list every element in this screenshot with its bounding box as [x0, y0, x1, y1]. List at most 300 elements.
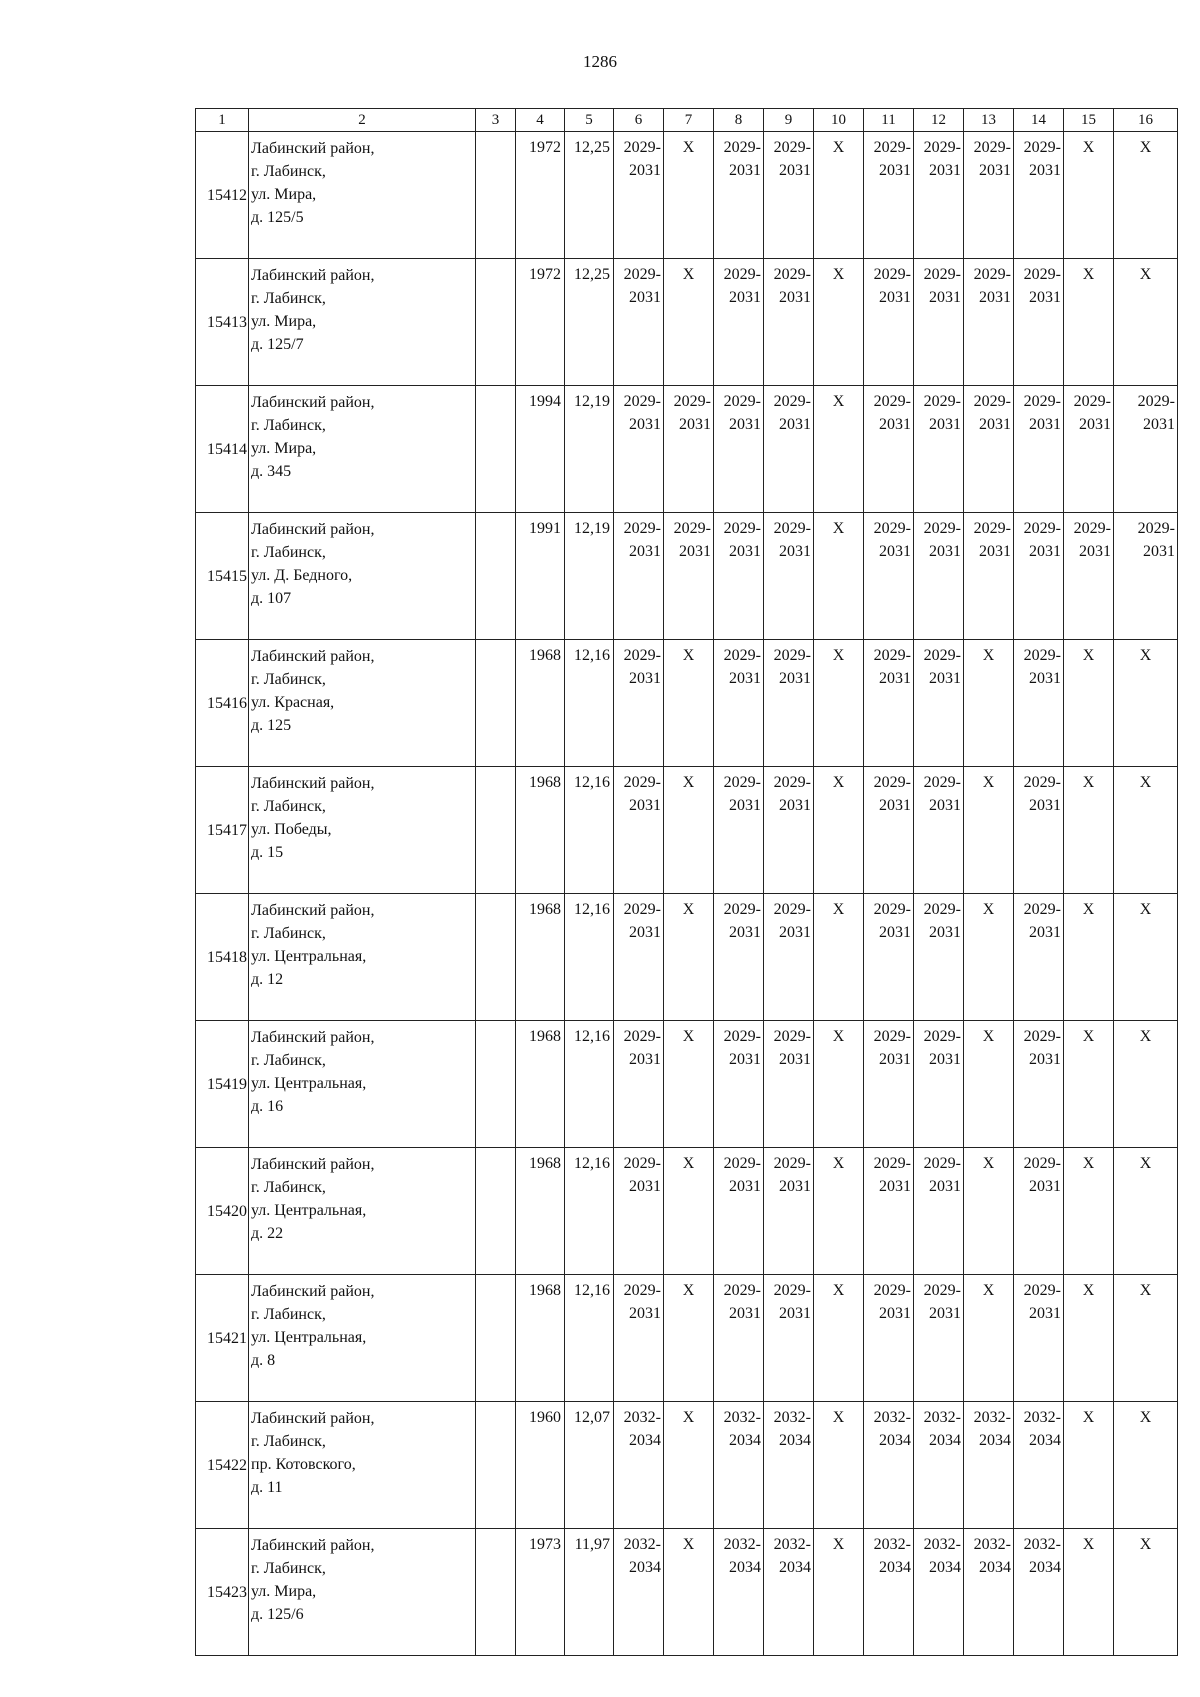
address-line: ул. Мира,	[251, 313, 317, 330]
period-line: 2029-	[623, 1028, 661, 1045]
period-line: 2032-	[773, 1536, 811, 1553]
empty-cell	[476, 132, 516, 259]
empty-cell	[476, 1148, 516, 1275]
period-line: 2029-	[923, 520, 961, 537]
period-line: 2031	[629, 289, 661, 306]
address-cell	[249, 767, 476, 894]
address-line: Лабинский район,	[251, 394, 375, 411]
period-line: 2029-	[773, 901, 811, 918]
period-line: 2034	[629, 1432, 661, 1449]
period-line: 2029-	[873, 1155, 911, 1172]
not-applicable-mark: X	[1114, 640, 1178, 767]
period-cell	[914, 513, 964, 640]
period-line: 2031	[1029, 289, 1061, 306]
period-cell	[964, 1529, 1014, 1656]
value-cell: 12,25	[565, 132, 614, 259]
period-line: 2031	[879, 416, 911, 433]
period-line: 2029-	[1023, 647, 1061, 664]
year-cell: 1972	[516, 259, 565, 386]
address-line: Лабинский район,	[251, 1537, 375, 1554]
table-row	[196, 767, 1178, 894]
period-line: 2029-	[1023, 1028, 1061, 1045]
empty-cell	[476, 513, 516, 640]
period-cell	[964, 513, 1014, 640]
address-line: г. Лабинск,	[251, 1306, 326, 1323]
period-cell	[1014, 767, 1064, 894]
empty-cell	[476, 386, 516, 513]
address-line: д. 125	[251, 717, 292, 734]
period-line: 2029-	[923, 1028, 961, 1045]
value-cell: 12,16	[565, 640, 614, 767]
address-line: г. Лабинск,	[251, 925, 326, 942]
period-cell	[1014, 894, 1064, 1021]
empty-cell	[476, 1021, 516, 1148]
period-line: 2031	[879, 1178, 911, 1195]
period-cell	[764, 1529, 814, 1656]
period-line: 2034	[779, 1559, 811, 1576]
not-applicable-mark: X	[664, 1148, 714, 1275]
period-line: 2029-	[923, 901, 961, 918]
period-cell	[614, 767, 664, 894]
period-line: 2031	[979, 289, 1011, 306]
empty-cell	[476, 894, 516, 1021]
period-line: 2032-	[973, 1536, 1011, 1553]
not-applicable-mark: X	[664, 132, 714, 259]
value-cell: 12,16	[565, 894, 614, 1021]
period-line: 2029-	[773, 1155, 811, 1172]
value-cell: 11,97	[565, 1529, 614, 1656]
period-line: 2034	[979, 1432, 1011, 1449]
address-cell	[249, 1148, 476, 1275]
period-cell	[914, 1402, 964, 1529]
period-line: 2031	[879, 1051, 911, 1068]
period-line: 2034	[879, 1559, 911, 1576]
table-row	[196, 259, 1178, 386]
value-cell: 12,25	[565, 259, 614, 386]
year-cell: 1991	[516, 513, 565, 640]
period-line: 2029-	[873, 393, 911, 410]
not-applicable-mark: X	[814, 1021, 864, 1148]
address-line: Лабинский район,	[251, 1283, 375, 1300]
period-cell	[764, 132, 814, 259]
period-line: 2029-	[873, 1028, 911, 1045]
table-row	[196, 1021, 1178, 1148]
period-line: 2029-	[773, 266, 811, 283]
period-cell	[764, 259, 814, 386]
period-line: 2031	[629, 416, 661, 433]
period-line: 2031	[929, 1305, 961, 1322]
period-line: 2034	[929, 1432, 961, 1449]
period-line: 2029-	[1023, 901, 1061, 918]
not-applicable-mark: X	[664, 1402, 714, 1529]
period-line: 2032-	[1023, 1536, 1061, 1553]
column-number-header-row	[196, 109, 1178, 132]
period-cell	[764, 513, 814, 640]
period-line: 2031	[979, 162, 1011, 179]
period-cell	[614, 1402, 664, 1529]
period-line: 2031	[779, 543, 811, 560]
not-applicable-mark: X	[964, 640, 1014, 767]
period-line: 2032-	[723, 1409, 761, 1426]
not-applicable-mark: X	[1114, 894, 1178, 1021]
period-line: 2029-	[623, 520, 661, 537]
address-line: д. 125/6	[251, 1606, 304, 1623]
period-line: 2034	[779, 1432, 811, 1449]
period-cell	[714, 1402, 764, 1529]
column-number-header: 9	[764, 109, 814, 132]
period-cell	[614, 259, 664, 386]
address-line: г. Лабинск,	[251, 1052, 326, 1069]
period-line: 2029-	[923, 774, 961, 791]
row-number: 15417	[196, 767, 249, 894]
column-number-header: 11	[864, 109, 914, 132]
period-line: 2029-	[1023, 1155, 1061, 1172]
period-line: 2031	[729, 289, 761, 306]
address-line: д. 8	[251, 1352, 276, 1369]
period-line: 2031	[779, 416, 811, 433]
address-line: д. 16	[251, 1098, 284, 1115]
address-line: Лабинский район,	[251, 775, 375, 792]
not-applicable-mark: X	[664, 1021, 714, 1148]
address-line: ул. Центральная,	[251, 1329, 367, 1346]
period-cell	[1014, 1275, 1064, 1402]
period-line: 2032-	[923, 1409, 961, 1426]
period-line: 2029-	[1023, 139, 1061, 156]
period-line: 2029-	[723, 393, 761, 410]
period-line: 2029-	[723, 520, 761, 537]
period-line: 2031	[729, 416, 761, 433]
table-row	[196, 513, 1178, 640]
period-line: 2031	[779, 289, 811, 306]
column-number-header: 3	[476, 109, 516, 132]
period-line: 2031	[929, 1178, 961, 1195]
period-line: 2032-	[923, 1536, 961, 1553]
address-line: г. Лабинск,	[251, 798, 326, 815]
period-cell	[714, 1148, 764, 1275]
period-line: 2029-	[923, 1155, 961, 1172]
period-line: 2029-	[873, 266, 911, 283]
table-row	[196, 132, 1178, 259]
table-row	[196, 1275, 1178, 1402]
address-line: ул. Мира,	[251, 440, 317, 457]
period-cell	[864, 259, 914, 386]
period-line: 2031	[729, 1051, 761, 1068]
row-number: 15420	[196, 1148, 249, 1275]
period-line: 2031	[629, 1051, 661, 1068]
row-number: 15415	[196, 513, 249, 640]
period-line: 2029-	[773, 774, 811, 791]
empty-cell	[476, 1529, 516, 1656]
period-line: 2029-	[723, 266, 761, 283]
period-line: 2029-	[673, 393, 711, 410]
period-line: 2031	[1079, 543, 1111, 560]
not-applicable-mark: X	[664, 1275, 714, 1402]
not-applicable-mark: X	[1114, 1402, 1178, 1529]
column-number-header: 4	[516, 109, 565, 132]
not-applicable-mark: X	[814, 1148, 864, 1275]
period-line: 2031	[1029, 1305, 1061, 1322]
row-number: 15416	[196, 640, 249, 767]
period-line: 2029-	[623, 774, 661, 791]
period-cell	[764, 1148, 814, 1275]
period-line: 2031	[1029, 797, 1061, 814]
row-number: 15414	[196, 386, 249, 513]
period-line: 2029-	[973, 139, 1011, 156]
not-applicable-mark: X	[664, 767, 714, 894]
address-line: Лабинский район,	[251, 1410, 375, 1427]
period-line: 2031	[1079, 416, 1111, 433]
column-number-header: 15	[1064, 109, 1114, 132]
row-number: 15412	[196, 132, 249, 259]
period-cell	[764, 386, 814, 513]
period-line: 2031	[879, 162, 911, 179]
period-line: 2032-	[623, 1409, 661, 1426]
address-line: ул. Мира,	[251, 186, 317, 203]
not-applicable-mark: X	[1064, 132, 1114, 259]
empty-cell	[476, 1402, 516, 1529]
period-cell	[914, 767, 964, 894]
period-cell	[714, 513, 764, 640]
year-cell: 1973	[516, 1529, 565, 1656]
period-line: 2029-	[923, 393, 961, 410]
period-cell	[1064, 386, 1114, 513]
period-line: 2031	[1143, 416, 1175, 433]
period-line: 2031	[679, 416, 711, 433]
period-line: 2029-	[1023, 520, 1061, 537]
period-line: 2034	[729, 1559, 761, 1576]
address-line: д. 12	[251, 971, 284, 988]
period-line: 2029-	[623, 1155, 661, 1172]
column-number-header: 13	[964, 109, 1014, 132]
not-applicable-mark: X	[1064, 1148, 1114, 1275]
address-cell	[249, 259, 476, 386]
period-line: 2029-	[1023, 1282, 1061, 1299]
period-line: 2031	[929, 924, 961, 941]
period-cell	[914, 132, 964, 259]
period-cell	[764, 1402, 814, 1529]
address-line: ул. Центральная,	[251, 948, 367, 965]
period-line: 2031	[779, 1178, 811, 1195]
column-number-header: 8	[714, 109, 764, 132]
period-line: 2029-	[723, 139, 761, 156]
not-applicable-mark: X	[1114, 259, 1178, 386]
table-body	[196, 109, 1178, 1656]
period-line: 2031	[729, 543, 761, 560]
period-line: 2029-	[723, 901, 761, 918]
period-line: 2029-	[923, 266, 961, 283]
period-line: 2029-	[623, 393, 661, 410]
address-line: Лабинский район,	[251, 1029, 375, 1046]
address-line: г. Лабинск,	[251, 1560, 326, 1577]
period-cell	[714, 386, 764, 513]
address-line: д. 107	[251, 590, 292, 607]
period-cell	[614, 513, 664, 640]
row-number: 15418	[196, 894, 249, 1021]
not-applicable-mark: X	[964, 1021, 1014, 1148]
period-cell	[714, 1275, 764, 1402]
period-line: 2029-	[1137, 520, 1175, 537]
empty-cell	[476, 259, 516, 386]
not-applicable-mark: X	[1114, 767, 1178, 894]
period-line: 2031	[879, 924, 911, 941]
period-line: 2029-	[1023, 774, 1061, 791]
year-cell: 1968	[516, 640, 565, 767]
period-cell	[914, 1021, 964, 1148]
period-line: 2031	[629, 1178, 661, 1195]
period-line: 2031	[729, 1178, 761, 1195]
period-line: 2031	[779, 1305, 811, 1322]
period-cell	[764, 1021, 814, 1148]
period-cell	[964, 386, 1014, 513]
period-cell	[714, 1529, 764, 1656]
period-cell	[614, 894, 664, 1021]
period-line: 2031	[779, 924, 811, 941]
not-applicable-mark: X	[1064, 640, 1114, 767]
period-line: 2031	[879, 543, 911, 560]
not-applicable-mark: X	[964, 894, 1014, 1021]
period-line: 2029-	[723, 774, 761, 791]
period-line: 2031	[1029, 1178, 1061, 1195]
period-cell	[1014, 386, 1064, 513]
address-line: Лабинский район,	[251, 648, 375, 665]
address-cell	[249, 513, 476, 640]
period-cell	[1114, 513, 1178, 640]
address-line: ул. Д. Бедного,	[251, 567, 353, 584]
period-line: 2031	[979, 416, 1011, 433]
period-cell	[864, 1021, 914, 1148]
not-applicable-mark: X	[1114, 1275, 1178, 1402]
period-cell	[614, 640, 664, 767]
address-line: Лабинский район,	[251, 521, 375, 538]
period-line: 2031	[929, 797, 961, 814]
period-line: 2029-	[723, 1155, 761, 1172]
not-applicable-mark: X	[964, 1148, 1014, 1275]
table-row	[196, 386, 1178, 513]
address-cell	[249, 894, 476, 1021]
address-line: г. Лабинск,	[251, 671, 326, 688]
address-line: д. 125/7	[251, 336, 304, 353]
period-cell	[914, 259, 964, 386]
period-line: 2034	[879, 1432, 911, 1449]
value-cell: 12,16	[565, 1275, 614, 1402]
period-line: 2029-	[623, 266, 661, 283]
not-applicable-mark: X	[814, 386, 864, 513]
address-cell	[249, 132, 476, 259]
period-cell	[614, 1529, 664, 1656]
column-number-header: 2	[249, 109, 476, 132]
not-applicable-mark: X	[964, 767, 1014, 894]
address-line: ул. Центральная,	[251, 1202, 367, 1219]
not-applicable-mark: X	[814, 1529, 864, 1656]
year-cell: 1968	[516, 767, 565, 894]
period-line: 2029-	[773, 139, 811, 156]
table-row	[196, 1529, 1178, 1656]
period-cell	[614, 132, 664, 259]
column-number-header: 10	[814, 109, 864, 132]
period-line: 2031	[779, 797, 811, 814]
period-line: 2034	[729, 1432, 761, 1449]
period-line: 2032-	[623, 1536, 661, 1553]
period-line: 2031	[629, 162, 661, 179]
not-applicable-mark: X	[814, 640, 864, 767]
empty-cell	[476, 640, 516, 767]
value-cell: 12,19	[565, 513, 614, 640]
address-line: ул. Центральная,	[251, 1075, 367, 1092]
period-line: 2029-	[623, 901, 661, 918]
period-line: 2031	[929, 543, 961, 560]
period-line: 2029-	[973, 266, 1011, 283]
period-line: 2032-	[723, 1536, 761, 1553]
not-applicable-mark: X	[1114, 132, 1178, 259]
address-line: д. 15	[251, 844, 284, 861]
period-cell	[964, 1402, 1014, 1529]
period-line: 2029-	[623, 647, 661, 664]
period-line: 2031	[929, 162, 961, 179]
value-cell: 12,19	[565, 386, 614, 513]
period-line: 2029-	[773, 393, 811, 410]
not-applicable-mark: X	[1064, 767, 1114, 894]
not-applicable-mark: X	[1114, 1021, 1178, 1148]
period-line: 2029-	[1023, 393, 1061, 410]
row-number: 15419	[196, 1021, 249, 1148]
not-applicable-mark: X	[1114, 1529, 1178, 1656]
period-cell	[864, 132, 914, 259]
period-line: 2032-	[873, 1536, 911, 1553]
period-cell	[964, 132, 1014, 259]
period-line: 2031	[729, 924, 761, 941]
period-line: 2031	[729, 797, 761, 814]
period-cell	[714, 1021, 764, 1148]
period-cell	[864, 1402, 914, 1529]
table-row	[196, 894, 1178, 1021]
year-cell: 1968	[516, 1148, 565, 1275]
not-applicable-mark: X	[1064, 259, 1114, 386]
period-line: 2031	[1029, 162, 1061, 179]
period-line: 2031	[879, 797, 911, 814]
period-line: 2031	[729, 1305, 761, 1322]
address-line: ул. Мира,	[251, 1583, 317, 1600]
period-line: 2029-	[1137, 393, 1175, 410]
period-line: 2031	[779, 670, 811, 687]
address-cell	[249, 1021, 476, 1148]
period-line: 2031	[729, 670, 761, 687]
period-line: 2029-	[1073, 393, 1111, 410]
period-line: 2034	[1029, 1432, 1061, 1449]
year-cell: 1960	[516, 1402, 565, 1529]
period-line: 2029-	[873, 520, 911, 537]
column-number-header: 6	[614, 109, 664, 132]
address-line: д. 125/5	[251, 209, 304, 226]
period-line: 2031	[929, 670, 961, 687]
period-cell	[714, 894, 764, 1021]
period-cell	[664, 386, 714, 513]
address-cell	[249, 640, 476, 767]
period-line: 2029-	[873, 1282, 911, 1299]
period-line: 2029-	[773, 1282, 811, 1299]
period-cell	[864, 1148, 914, 1275]
year-cell: 1994	[516, 386, 565, 513]
period-cell	[914, 386, 964, 513]
period-line: 2031	[1029, 924, 1061, 941]
address-line: г. Лабинск,	[251, 163, 326, 180]
period-line: 2034	[929, 1559, 961, 1576]
period-line: 2029-	[873, 901, 911, 918]
period-line: 2029-	[923, 1282, 961, 1299]
row-number: 15422	[196, 1402, 249, 1529]
not-applicable-mark: X	[814, 894, 864, 1021]
address-cell	[249, 1402, 476, 1529]
not-applicable-mark: X	[814, 1402, 864, 1529]
